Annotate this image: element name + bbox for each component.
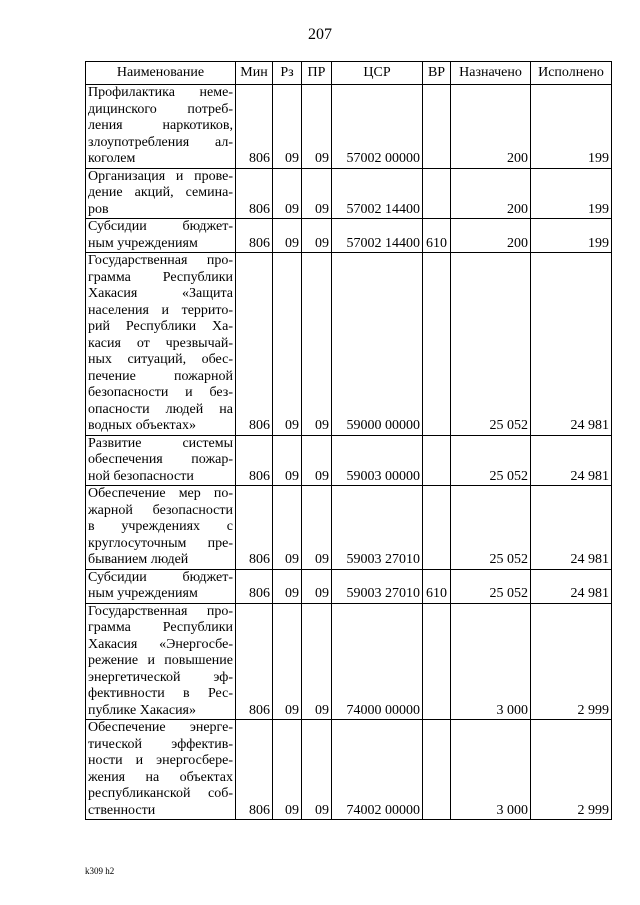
row-name-line: ров [88, 201, 109, 217]
table-row [86, 569, 612, 603]
row-name [86, 603, 236, 720]
row-name-line: опасности людей на [88, 401, 233, 417]
row-vr [423, 603, 451, 720]
row-vr: 610 [423, 569, 451, 603]
row-name-line: ности и энергосбере- [88, 753, 233, 768]
row-vr [423, 435, 451, 486]
row-name-line: Хакасия «Защита [88, 286, 233, 301]
table-body [86, 85, 612, 820]
row-pr: 09 [302, 720, 332, 820]
row-assigned: 3 000 [451, 603, 531, 720]
row-csr: 59003 27010 [332, 486, 423, 570]
row-name-line: фективности в Рес- [88, 686, 233, 701]
col-header-pr: ПР [302, 62, 332, 85]
row-executed: 24 981 [531, 253, 612, 436]
row-name [86, 720, 236, 820]
row-min: 806 [236, 85, 273, 169]
row-name-line: ных ситуаций, обес- [88, 352, 233, 367]
row-min: 806 [236, 486, 273, 570]
row-executed: 24 981 [531, 486, 612, 570]
header-row [86, 62, 612, 85]
row-assigned: 200 [451, 219, 531, 253]
row-assigned: 25 052 [451, 253, 531, 436]
row-assigned: 3 000 [451, 720, 531, 820]
row-rz: 09 [273, 219, 302, 253]
table-row [86, 168, 612, 219]
row-name-line: круглосуточным пре- [88, 535, 233, 551]
row-vr [423, 85, 451, 169]
table-row [86, 85, 612, 169]
row-min: 806 [236, 253, 273, 436]
col-header-min: Мин [236, 62, 273, 85]
row-name-line: Государственная про- [88, 253, 233, 268]
row-pr: 09 [302, 219, 332, 253]
row-assigned: 25 052 [451, 569, 531, 603]
col-header-vr: ВР [423, 62, 451, 85]
row-name-line: ления наркотиков, [88, 118, 233, 133]
row-min: 806 [236, 168, 273, 219]
row-pr: 09 [302, 85, 332, 169]
row-csr: 57002 14400 [332, 219, 423, 253]
row-name-line: Организация и прове- [88, 168, 233, 184]
row-name [86, 219, 236, 253]
row-executed: 24 981 [531, 569, 612, 603]
row-name-line: обеспечения пожар- [88, 452, 233, 467]
table-row [86, 603, 612, 720]
col-header-executed: Исполнено [531, 62, 612, 85]
row-csr: 57002 00000 [332, 85, 423, 169]
row-csr: 59003 00000 [332, 435, 423, 486]
row-name-line: безопасности и без- [88, 385, 233, 400]
row-name-line: быванием людей [88, 552, 189, 567]
row-csr: 57002 14400 [332, 168, 423, 219]
col-header-name: Наименование [86, 62, 236, 85]
row-vr: 610 [423, 219, 451, 253]
table-row [86, 219, 612, 253]
row-name-line: Субсидии бюджет- [88, 219, 233, 234]
row-rz: 09 [273, 253, 302, 436]
row-name-line: Хакасия «Энергосбе- [88, 636, 233, 652]
row-executed: 2 999 [531, 720, 612, 820]
row-name-line: жения на объектах [88, 769, 233, 785]
row-name-line: республиканской соб- [88, 786, 233, 801]
row-name [86, 435, 236, 486]
row-name-line: Субсидии бюджет- [88, 569, 233, 585]
row-assigned: 25 052 [451, 486, 531, 570]
row-rz: 09 [273, 569, 302, 603]
row-pr: 09 [302, 486, 332, 570]
row-executed: 199 [531, 85, 612, 169]
row-csr: 59000 00000 [332, 253, 423, 436]
row-name-line: водных объектах» [88, 418, 196, 433]
row-rz: 09 [273, 486, 302, 570]
row-name-line: ным учреждениям [88, 586, 198, 601]
row-executed: 199 [531, 219, 612, 253]
col-header-rz: Рз [273, 62, 302, 85]
row-name-line: Развитие системы [88, 435, 233, 451]
row-rz: 09 [273, 85, 302, 169]
row-rz: 09 [273, 720, 302, 820]
row-min: 806 [236, 720, 273, 820]
row-min: 806 [236, 435, 273, 486]
row-name [86, 168, 236, 219]
row-name-line: грамма Республики [88, 620, 233, 635]
row-name-line: Обеспечение энерге- [88, 720, 233, 735]
row-name-line: жарной безопасности [88, 502, 233, 518]
row-name-line: коголем [88, 151, 136, 166]
row-pr: 09 [302, 603, 332, 720]
row-rz: 09 [273, 168, 302, 219]
row-assigned: 200 [451, 85, 531, 169]
row-name [86, 569, 236, 603]
row-vr [423, 486, 451, 570]
table-row [86, 720, 612, 820]
row-csr: 74000 00000 [332, 603, 423, 720]
row-executed: 2 999 [531, 603, 612, 720]
row-name-line: населения и террито- [88, 302, 233, 318]
row-pr: 09 [302, 435, 332, 486]
table-row [86, 486, 612, 570]
row-name-line: грамма Республики [88, 269, 233, 285]
row-vr [423, 168, 451, 219]
row-name-line: тической эффектив- [88, 736, 233, 752]
row-name-line: рий Республики Ха- [88, 319, 233, 334]
row-min: 806 [236, 603, 273, 720]
row-name-line: ным учреждениям [88, 235, 198, 251]
row-name [86, 486, 236, 570]
row-name-line: злоупотребления ал- [88, 134, 233, 150]
row-rz: 09 [273, 603, 302, 720]
row-name-line: касия от чрезвычай- [88, 335, 233, 351]
row-vr [423, 253, 451, 436]
row-vr [423, 720, 451, 820]
row-min: 806 [236, 219, 273, 253]
row-name [86, 85, 236, 169]
row-name-line: ственности [88, 802, 156, 818]
row-name-line: Государственная про- [88, 603, 233, 619]
row-pr: 09 [302, 253, 332, 436]
row-name-line: ной безопасности [88, 468, 194, 484]
row-assigned: 200 [451, 168, 531, 219]
row-name [86, 253, 236, 436]
row-name-line: дение акций, семина- [88, 185, 233, 200]
row-pr: 09 [302, 168, 332, 219]
row-name-line: Обеспечение мер по- [88, 486, 233, 501]
row-name-line: энергетической эф- [88, 669, 233, 685]
row-csr: 74002 00000 [332, 720, 423, 820]
row-executed: 199 [531, 168, 612, 219]
row-pr: 09 [302, 569, 332, 603]
row-name-line: Профилактика неме- [88, 85, 233, 100]
footer-code: k309 h2 [85, 866, 115, 876]
row-assigned: 25 052 [451, 435, 531, 486]
row-name-line: дицинского потреб- [88, 101, 233, 117]
row-min: 806 [236, 569, 273, 603]
page-number: 207 [308, 26, 332, 43]
col-header-assigned: Назначено [451, 62, 531, 85]
row-name-line: в учреждениях с [88, 519, 233, 534]
row-name-line: печение пожарной [88, 368, 233, 384]
row-name-line: публике Хакасия» [88, 702, 197, 718]
table-row [86, 435, 612, 486]
row-csr: 59003 27010 [332, 569, 423, 603]
table-row [86, 253, 612, 436]
row-name-line: режение и повышение [88, 653, 233, 668]
budget-table [85, 61, 612, 820]
col-header-csr: ЦСР [332, 62, 423, 85]
row-executed: 24 981 [531, 435, 612, 486]
row-rz: 09 [273, 435, 302, 486]
